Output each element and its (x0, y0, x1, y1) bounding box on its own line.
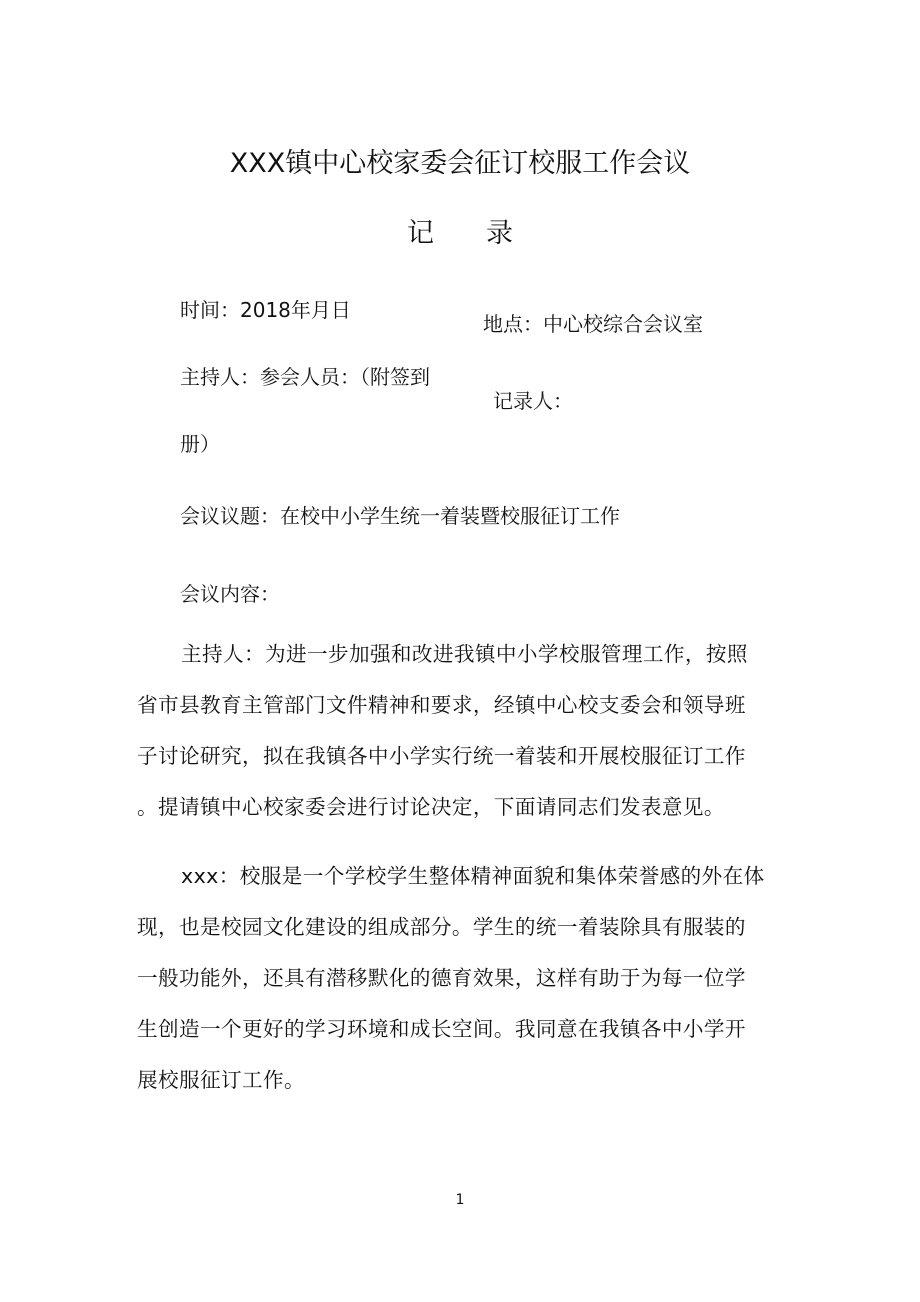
paragraph-line: xxx：校服是一个学校学生整体精神面貌和集体荣誉感的外在体 (181, 864, 765, 888)
paragraph-line: 现，也是校园文化建设的组成部分。学生的统一着装除具有服装的 (137, 915, 746, 939)
paragraph-xxx-statement (137, 851, 777, 1106)
paragraph-line: 一般功能外，还具有潜移默化的德育效果，这样有助于为每一位学 (137, 966, 746, 990)
paragraph-host-statement (137, 629, 777, 833)
paragraph-line: 展校服征订工作。 (137, 1068, 305, 1092)
meeting-topic: 会议议题：在校中小学生统一着装暨校服征订工作 (180, 504, 620, 528)
meeting-time: 时间：2018年月日 (180, 298, 351, 322)
document-subtitle (0, 211, 920, 250)
meeting-place: 地点：中心校综合会议室 (483, 312, 703, 336)
subtitle-char-2: 录 (486, 218, 513, 249)
page-number: 1 (455, 1192, 465, 1208)
paragraph-line: 主持人：为进一步加强和改进我镇中小学校服管理工作，按照 (181, 642, 748, 666)
subtitle-char-1: 记 (407, 218, 434, 249)
meeting-register-suffix: 册） (180, 432, 220, 456)
paragraph-line: 子讨论研究，拟在我镇各中小学实行统一着装和开展校服征订工作 (137, 744, 746, 768)
paragraph-line: 生创造一个更好的学习环境和成长空间。我同意在我镇各中小学开 (137, 1017, 746, 1041)
meeting-content-label: 会议内容： (180, 582, 280, 606)
paragraph-line: 省市县教育主管部门文件精神和要求，经镇中心校支委会和领导班 (137, 693, 746, 717)
document-title: XXX镇中心校家委会征订校服工作会议 (229, 148, 691, 179)
meeting-host-attendees: 主持人：参会人员：（附签到 (180, 365, 430, 389)
paragraph-line: 。提请镇中心校家委会进行讨论决定，下面请同志们发表意见。 (137, 795, 725, 819)
meeting-recorder: 记录人： (493, 389, 573, 413)
